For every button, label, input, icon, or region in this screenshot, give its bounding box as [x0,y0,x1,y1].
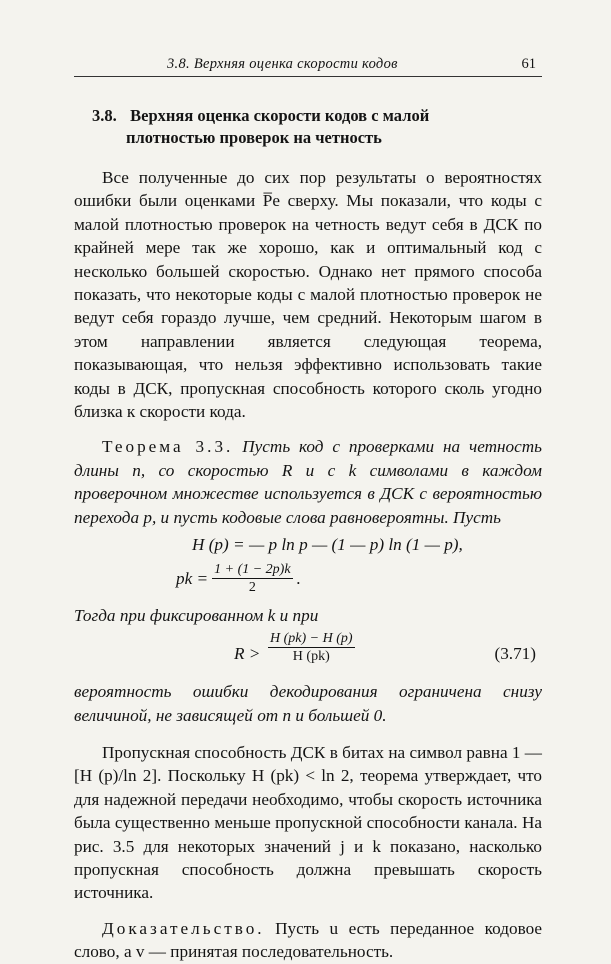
theorem-label: Теорема 3.3. [102,437,234,457]
section-title-line2: плотностью проверок на четность [126,128,382,147]
pk-numerator: 1 + (1 − 2p)k [214,562,291,578]
rate-numerator: H (pk) − H (p) [270,631,353,647]
capacity-paragraph: Пропускная способность ДСК в битах на символ равна 1 — [H (p)/ln 2]. Поскольку H (pk) < ln 2, теорема утверждает, что для надежной передачи необходимо, чтобы скорость источника была существенно меньше пропускной способности канала. На рис. 3.5 для некоторых значений j и k показано, насколько пропускная способность должна превышать скорость источника. [74,742,542,903]
theorem-equations [74,533,542,727]
rate-inequality-lhs: R > [234,644,261,664]
pk-equation-end: . [296,568,301,588]
section-number: 3.8. [92,106,117,125]
rate-inequality [74,630,542,676]
book-page [74,52,542,964]
theorem-text: Пусть код с проверками на четность длины n, со скоростью R и с k символами в каждом проверочном множестве используется в ДСК с вероятностью перехода p, и пусть кодовые слова равновероятны. Пусть [74,437,542,527]
section-heading [74,105,542,149]
proof-label: Доказательство. [102,918,265,938]
pk-equation-lhs: pk = [176,568,209,588]
rate-fraction [268,630,355,665]
rate-denominator: H (pk) [292,649,330,665]
equation-number: (3.71) [494,644,536,664]
pk-equation [74,561,542,596]
section-title-line1: Верхняя оценка скорости кодов с малой [130,106,430,125]
proof-paragraph [74,917,542,964]
theorem-statement [74,435,542,529]
pk-denominator: 2 [248,580,256,596]
page-number: 61 [521,56,536,72]
theorem-condition: Тогда при фиксированном k и при [74,606,319,626]
pk-fraction [212,561,292,596]
running-title: 3.8. Верхняя оценка скорости кодов [167,56,398,72]
entropy-equation: H (p) = — p ln p — (1 — p) ln (1 — p), [192,535,463,555]
proof-text: Пусть u есть переданное кодовое слово, а v — принятая последовательность. [74,918,542,962]
running-header [74,52,542,77]
theorem-conclusion: вероятность ошибки декодирования ограничена снизу величиной, не зависящей от n и большей 0. [74,682,542,725]
intro-paragraph: Все полученные до сих пор результаты о вероятностях ошибки были оценками P̅e сверху. Мы показали, что коды с малой плотностью проверок на четность ведут себя в ДСК по крайней мере так же хорошо, как и оптимальный код с несколько большей скоростью. Однако нет прямого способа показать, что некоторые коды с малой плотностью проверок не ведут себя гораздо лучше, чем средний. Некоторым шагом в этом направлении является следующая теорема, показывающая, что нельзя эффективно использовать такие коды в ДСК, пропускная способность которого сколь угодно близка к скорости кода. [74,168,542,422]
